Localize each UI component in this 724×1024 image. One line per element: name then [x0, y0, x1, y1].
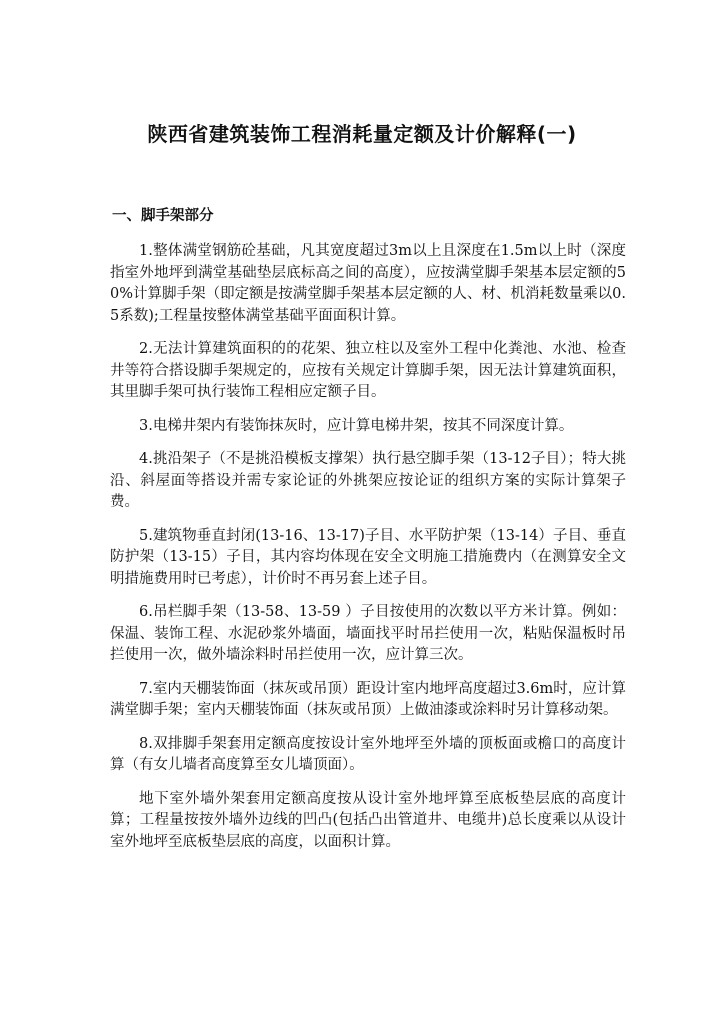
paragraph-6: 6.吊栏脚手架（13-58、13-59 ）子目按使用的次数以平方米计算。例如：保温、装饰工程、水泥砂浆外墙面，墙面找平时吊拦使用一次，粘贴保温板时吊拦使用一次，做外墙涂料时吊拦使用一次，应计算三次。	[110, 604, 626, 663]
paragraph-3: 3.电梯井架内有装饰抹灰时，应计算电梯井架，按其不同深度计算。	[139, 417, 574, 434]
section-heading: 一、脚手架部分	[112, 207, 214, 224]
paragraph-1: 1.整体满堂钢筋砼基础，凡其宽度超过3m以上且深度在1.5m以上时（深度指室外地坪到满堂基础垫层底标高之间的高度），应按满堂脚手架基本层定额的50%计算脚手架（即定额是按满堂脚手架基本层定额的人、材、机消耗数量乘以0.5系数);工程量按整体满堂基础平面面积计算。	[110, 243, 626, 324]
paragraph-7: 7.室内天棚装饰面（抹灰或吊顶）距设计室内地坪高度超过3.6m时，应计算满堂脚手架；室内天棚装饰面（抹灰或吊顶）上做油漆或涂料时另计算移动架。	[110, 680, 626, 718]
paragraph-9: 地下室外墙外架套用定额高度按从设计室外地坪算至底板垫层底的高度计算；工程量按按外墙外边线的凹凸(包括凸出管道井、电缆井)总长度乘以从设计室外地坪至底板垫层底的高度，以面积计算。	[110, 790, 626, 850]
document-body	[110, 241, 626, 865]
paragraph-8: 8.双排脚手架套用定额高度按设计室外地坪至外墙的顶板面或檐口的高度计算（有女儿墙者高度算至女儿墙顶面）。	[110, 735, 626, 773]
paragraph-4: 4.挑沿架子（不是挑沿模板支撑架）执行悬空脚手架（13-12子目）；特大挑沿、斜屋面等搭设并需专家论证的外挑架应按论证的组织方案的实际计算架子费。	[110, 451, 626, 510]
document-title: 陕西省建筑装饰工程消耗量定额及计价解释(一)	[147, 122, 577, 146]
paragraph-5: 5.建筑物垂直封闭(13-16、13-17)子目、水平防护架（13-14）子目、垂直防护架（13-15）子目，其内容均体现在安全文明施工措施费内（在测算安全文明措施费用时已考虑），计价时不再另套上述子目。	[110, 527, 626, 587]
paragraph-2: 2.无法计算建筑面积的的花架、独立柱以及室外工程中化粪池、水池、检查井等符合搭设脚手架规定的，应按有关规定计算脚手架，因无法计算建筑面积，其里脚手架可执行装饰工程相应定额子目。	[110, 341, 626, 400]
